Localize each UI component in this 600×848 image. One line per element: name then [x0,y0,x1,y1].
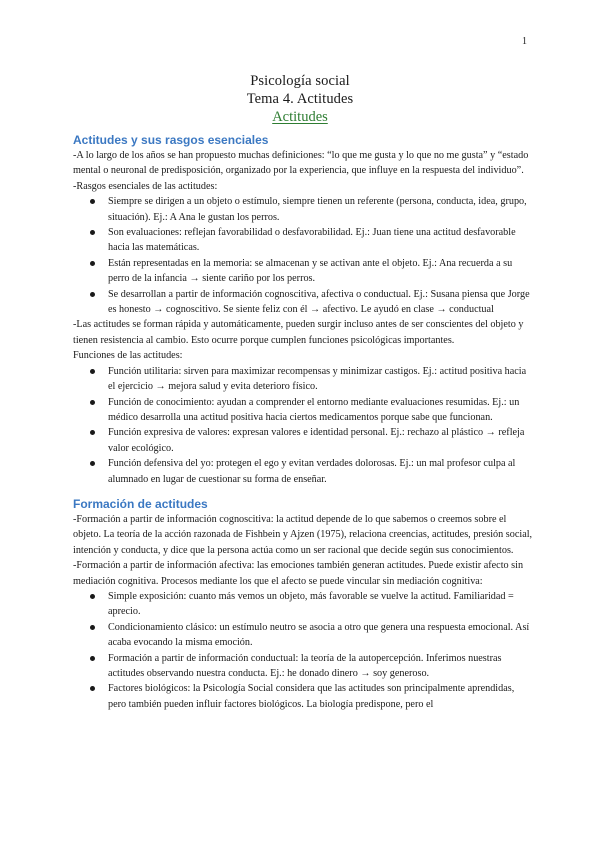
paragraph-cognoscitiva: -Formación a partir de información cognoscitiva: la actitud depende de lo que sabemos o creemos sobre el objeto. La teoría de la acción razonada de Fishbein y Ajzen (1975), relaciona creencias, actitudes, presión social, intención y conducta, y dice que la persona actúa como un ser racional que decide según sus conocimientos. [73,513,533,556]
list-item: Formación a partir de información conductual: la teoría de la autopercepción. Inferimos nuestras actitudes observando nuestra conducta. Ej.: he donado dinero → soy generoso. [73,651,533,682]
list-item: Son evaluaciones: reflejan favorabilidad o desfavorabilidad. Ej.: Juan tiene una actitud desfavorable hacia las matemáticas. [73,225,533,256]
list-item: Función defensiva del yo: protegen el ego y evitan verdades dolorosas. Ej.: un mal profesor culpa al alumnado en lugar de cuestionar su forma de enseñar. [73,456,533,487]
document-subtitle: Tema 4. Actitudes [246,91,354,107]
list-item: Factores biológicos: la Psicología Social considera que las actitudes son principalmente aprendidas, pero también pueden influir factores biológicos. La biología predispone, pero el [73,681,533,712]
list-item: Se desarrollan a partir de información cognoscitiva, afectiva o conductual. Ej.: Susana piensa que Jorge es honesto → cognoscitivo. Se siente feliz con él → afectivo. Le ayudó en clase → conductual [73,287,533,318]
list-item: Simple exposición: cuanto más vemos un objeto, más favorable se vuelve la actitud. Familiaridad = aprecio. [73,589,533,620]
document-header [0,72,600,126]
paragraph-afectiva: -Formación a partir de información afectiva: las emociones también generan actitudes. Puede existir afecto sin mediación cognitiva. Procesos mediante los que el afecto se puede vincular sin mediación cognitiva: [73,560,524,587]
list-item: Siempre se dirigen a un objeto o estímulo, siempre tienen un referente (persona, conducta, idea, grupo, situación). Ej.: A Ana le gustan los perros. [73,194,533,225]
list-item: Condicionamiento clásico: un estímulo neutro se asocia a otro que genera una respuesta emocional. Así acaba evocando la misma emoción. [73,620,533,651]
list-item: Función utilitaria: sirven para maximizar recompensas y minimizar castigos. Ej.: actitud positiva hacia el ejercicio → mejora salud y evita deterioro físico. [73,364,533,395]
section-heading-rasgos: Actitudes y sus rasgos esenciales [73,133,269,147]
paragraph-formacion-rapida: -Las actitudes se forman rápida y automáticamente, pueden surgir incluso antes de ser conscientes del objeto y tienen resistencia al cambio. Esto ocurre porque cumplen funciones psicológicas importantes. [73,319,524,346]
paragraph-funciones-label: Funciones de las actitudes: [73,350,183,362]
procesos-list [73,589,533,712]
list-item: Función de conocimiento: ayudan a comprender el entorno mediante evaluaciones resumidas. Ej.: un médico desarrolla una actitud positiva hacia ciertos medicamentos porque sabe que funcionan. [73,395,533,426]
topic-heading: Actitudes [272,109,328,125]
section-heading-formacion: Formación de actitudes [73,496,208,511]
paragraph-definiciones: -A lo largo de los años se han propuesto muchas definiciones: “lo que me gusta y lo que no me gusta” y “estado mental o neuronal de predisposición, organizado por la experiencia, que influye en la respuesta del individuo”. [73,150,529,177]
rasgos-list [73,194,533,317]
document-title: Psicología social [250,73,350,89]
funciones-list [73,364,533,487]
page-number: 1 [522,36,527,47]
paragraph-rasgos-label: -Rasgos esenciales de las actitudes: [73,180,218,192]
document-body [73,133,533,712]
list-item: Están representadas en la memoria: se almacenan y se activan ante el objeto. Ej.: Ana recuerda a su perro de la infancia → siente cariño por los perros. [73,256,533,287]
list-item: Función expresiva de valores: expresan valores e identidad personal. Ej.: rechazo al plástico → refleja valor ecológico. [73,425,533,456]
